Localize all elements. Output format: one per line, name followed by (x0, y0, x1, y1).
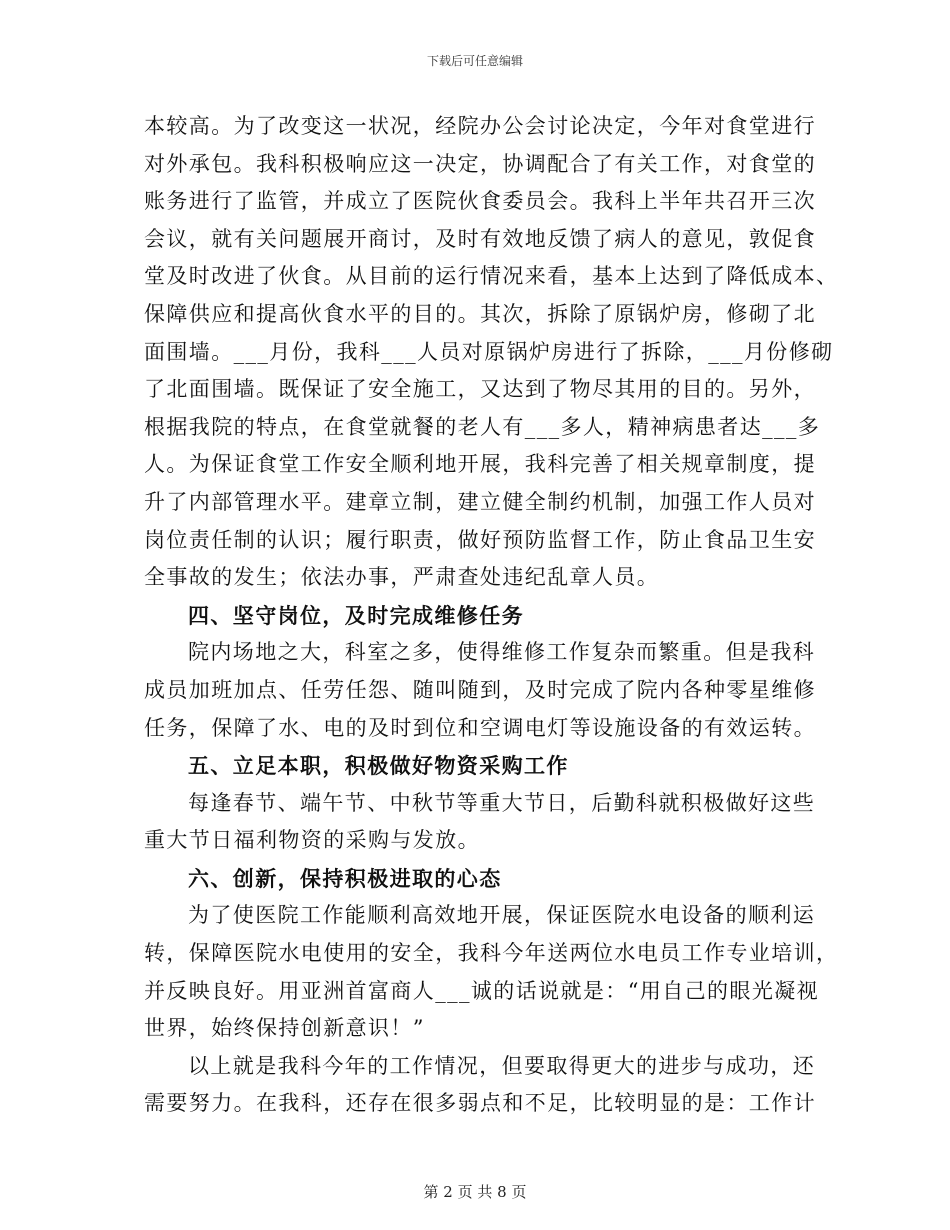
paragraph-line: 为了使医院工作能顺利高效地开展，保证医院水电设备的顺利运 (188, 903, 816, 928)
paragraph-line: 重大节日福利物资的采购与发放。 (144, 828, 480, 853)
page-footer: 第 2 页 共 8 页 (423, 1183, 527, 1201)
paragraph-line: 岗位责任制的认识；履行职责，做好预防监督工作，防止食品卫生安 (144, 527, 816, 552)
section-heading: 五、立足本职，积极做好物资采购工作 (188, 753, 569, 779)
paragraph-line: 以上就是我科今年的工作情况，但要取得更大的进步与成功，还 (188, 1053, 816, 1078)
paragraph-line: 任务，保障了水、电的及时到位和空调电灯等设施设备的有效运转。 (144, 715, 816, 740)
paragraph-line: 全事故的发生；依法办事，严肃查处违纪乱章人员。 (144, 565, 660, 590)
paragraph-line: 根据我院的特点，在食堂就餐的老人有___多人，精神病患者达___多 (144, 414, 821, 439)
paragraph-line: 对外承包。我科积极响应这一决定，协调配合了有关工作，对食堂的 (144, 151, 816, 176)
paragraph-line: 院内场地之大，科室之多，使得维修工作复杂而繁重。但是我科 (188, 640, 816, 665)
page-header: 下载后可任意编辑 (426, 54, 523, 68)
paragraph-line: 转，保障医院水电使用的安全，我科今年送两位水电员工作专业培训， (144, 941, 839, 966)
paragraph-line: 每逢春节、端午节、中秋节等重大节日，后勤科就积极做好这些 (188, 790, 816, 815)
paragraph-line: 会议，就有关问题展开商讨，及时有效地反馈了病人的意见，敦促食 (144, 226, 816, 251)
document-body (144, 108, 839, 1123)
paragraph-line: 升了内部管理水平。建章立制，建立健全制约机制，加强工作人员对 (144, 489, 816, 514)
paragraph-line: 成员加班加点、任劳任怨、随叫随到，及时完成了院内各种零星维修 (144, 677, 816, 702)
paragraph-line: 并反映良好。用亚洲首富商人___诚的话说就是：“用自己的眼光凝视 (144, 978, 820, 1003)
paragraph-line: 面围墙。___月份，我科___人员对原锅炉房进行了拆除，___月份修砌 (144, 339, 834, 364)
paragraph-line: 世界，始终保持创新意识！” (144, 1016, 425, 1041)
paragraph-line: 堂及时改进了伙食。从目前的运行情况来看，基本上达到了降低成本、 (144, 264, 839, 289)
paragraph-line: 人。为保证食堂工作安全顺利地开展，我科完善了相关规章制度，提 (144, 452, 816, 477)
section-heading: 四、坚守岗位，及时完成维修任务 (188, 602, 524, 628)
paragraph-line: 账务进行了监管，并成立了医院伙食委员会。我科上半年共召开三次 (144, 189, 816, 214)
paragraph-line: 需要努力。在我科，还存在很多弱点和不足，比较明显的是：工作计 (144, 1091, 816, 1116)
paragraph-line: 了北面围墙。既保证了安全施工，又达到了物尽其用的目的。另外， (144, 377, 816, 402)
paragraph-line: 本较高。为了改变这一状况，经院办公会讨论决定，今年对食堂进行 (144, 114, 816, 138)
paragraph-line: 保障供应和提高伙食水平的目的。其次，拆除了原锅炉房，修砌了北 (144, 301, 816, 326)
section-heading: 六、创新，保持积极进取的心态 (188, 865, 502, 891)
